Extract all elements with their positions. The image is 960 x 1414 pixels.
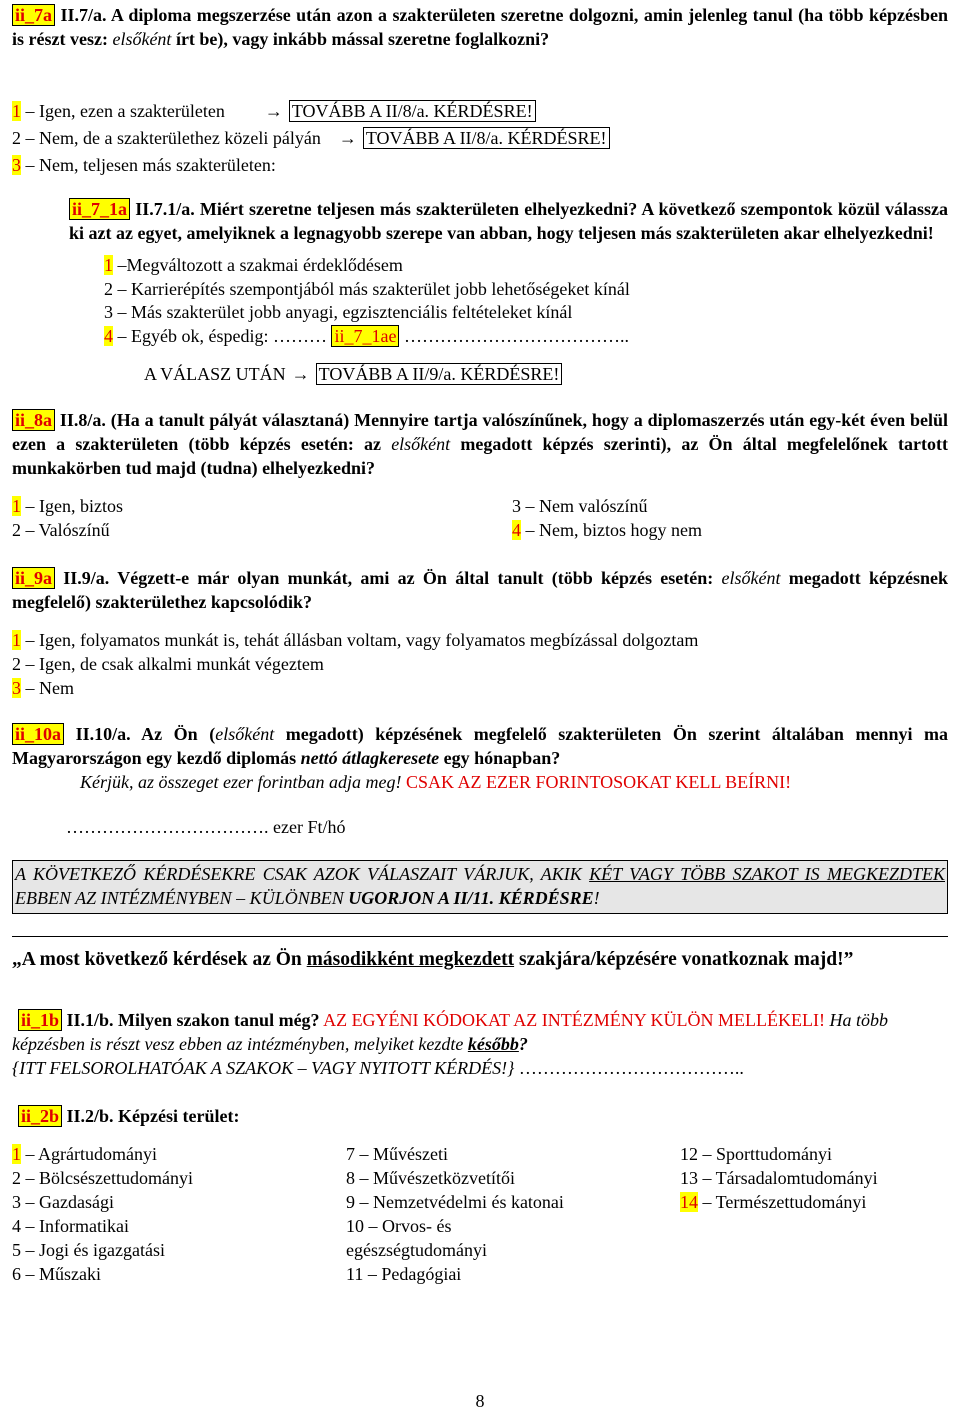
open-answer-code: ii_7_1ae (331, 325, 399, 347)
instruction-hint: Kérjük, az összeget ezer forintban adja meg! CSAK AZ EZER FORINTOSOKAT KELL BEÍRNI! (80, 771, 792, 792)
answer-option[interactable]: 2 – Nem, de a szakterülethez közeli pályán → TOVÁBB A II/8/a. KÉRDÉSRE! (12, 127, 948, 151)
question-7-1a: ii_7_1a II.7.1/a. Miért szeretne teljesen más szakterületen elhelyezkedni? A következő szempontok közül válassza ki azt az egyet, amelyiknek a legnagyobb szerepe van abban, hogy teljesen más szakterületen akar elhelyezkedni! 1 –Megváltozott a szakmai érdeklődésem 2 – Karrierépítés szempontjából más szakterület jobb lehetőségeket kínál 3 – Más szakterület jobb anyagi, egzisztenciális feltételeket kínál 4 – Egyéb ok, éspedig: ……… ii_7_1ae ……………………………….. A VÁLASZ UTÁN → TOVÁBB A II/9/a. KÉRDÉSRE! (69, 198, 948, 388)
questionnaire-page (12, 4, 949, 1411)
question-8a: ii_8a II.8/a. (Ha a tanult pályát választaná) Mennyire tartja valószínűnek, hogy a diplomaszerzés után egy-két éven belül ezen a szakterületen (több képzés esetén: az elsőként megadott képzés szerinti), az Ön által megfelelőnek tartott munkakörben tud majd (tudna) elhelyezkedni? (12, 410, 949, 479)
arrow-right-icon: → (338, 127, 357, 148)
question-1b: ii_1b II.1/b. Milyen szakon tanul még? AZ EGYÉNI KÓDOKAT AZ INTÉZMÉNY KÜLÖN MELLÉKELI! Ha több képzésben is részt vesz ebben az intézményben, melyiket kezdte később? (12, 1010, 888, 1055)
answer-option[interactable]: 5 – Jogi és igazgatási (12, 1239, 165, 1260)
field-options (12, 1143, 948, 1287)
question-code: ii_10a (12, 723, 64, 745)
answer-option[interactable]: 2 – Karrierépítés szempontjából más szakterület jobb lehetőségeket kínál (104, 278, 630, 299)
answer-option[interactable]: egészségtudományi (346, 1239, 487, 1260)
answer-option[interactable]: 6 – Műszaki (12, 1263, 101, 1284)
filter-notice: A KÖVETKEZŐ KÉRDÉSEKRE CSAK AZOK VÁLASZAIT VÁRJUK, AKIK KÉT VAGY TÖBB SZAKOT IS MEGKEZDTEK EBBEN AZ INTÉZMÉNYBEN – KÜLÖNBEN UGORJON A II/11. KÉRDÉSRE! (12, 860, 948, 914)
question-9a: ii_9a II.9/a. Végzett-e már olyan munkát, ami az Ön által tanult (több képzés esetén: elsőként megadott képzésnek megfelelő) szakterülethez kapcsolódik? (12, 567, 948, 612)
question-code: ii_7a (12, 4, 55, 26)
answer-option[interactable]: 4 – Egyéb ok, éspedig: ……… ii_7_1ae ……………………………….. (104, 326, 629, 347)
answer-option[interactable]: 3 – Nem, teljesen más szakterületen: (12, 154, 276, 175)
answer-option[interactable]: 1 – Igen, biztos (12, 496, 123, 517)
question-code: ii_9a (12, 567, 55, 589)
answer-option[interactable]: 2 – Bölcsészettudományi (12, 1167, 193, 1188)
arrow-right-icon: → (264, 100, 283, 121)
open-question-line[interactable]: {ITT FELSOROLHATÓAK A SZAKOK – VAGY NYITOTT KÉRDÉS!} ……………………………….. (12, 1058, 744, 1079)
page-number: 8 (475, 1391, 485, 1411)
answer-option[interactable]: 3 – Nem (12, 677, 74, 698)
question-code: ii_2b (18, 1105, 62, 1127)
answer-option[interactable]: 12 – Sporttudományi (680, 1143, 832, 1164)
question-7a: ii_7a II.7/a. A diploma megszerzése után azon a szakterületen szeretne dolgozni, amin jelenleg tanul (ha több képzésben is részt vesz: elsőként írt be), vagy inkább mással szeretne foglalkozni? (12, 5, 948, 49)
question-number: II.7/a. (60, 5, 107, 25)
answer-option[interactable]: 1 – Agrártudományi (12, 1143, 157, 1164)
question-code: ii_1b (18, 1009, 62, 1031)
answer-option[interactable]: 7 – Művészeti (346, 1143, 448, 1164)
answer-option[interactable]: 1 – Igen, folyamatos munkát is, tehát állásban voltam, vagy folyamatos megbízással dolgoztam (12, 629, 699, 650)
answer-option[interactable]: 10 – Orvos- és (346, 1215, 452, 1236)
skip-instruction: TOVÁBB A II/9/a. KÉRDÉSRE! (316, 363, 563, 385)
answer-option[interactable]: 13 – Társadalomtudományi (680, 1167, 878, 1188)
question-code: ii_8a (12, 409, 55, 431)
skip-instruction: TOVÁBB A II/8/a. KÉRDÉSRE! (363, 127, 610, 149)
answer-option[interactable]: 3 – Nem valószínű (512, 496, 648, 517)
answer-option[interactable]: 3 – Más szakterület jobb anyagi, egzisztenciális feltételeket kínál (104, 302, 573, 323)
answer-option[interactable]: 8 – Művészetközvetítői (346, 1167, 515, 1188)
answer-option[interactable]: 9 – Nemzetvédelmi és katonai (346, 1191, 564, 1212)
answer-option[interactable]: 11 – Pedagógiai (346, 1263, 462, 1284)
section-divider (12, 936, 948, 937)
question-10a: ii_10a II.10/a. Az Ön (elsőként megadott) képzésének megfelelő szakterületen Ön szerint általában mennyi ma Magyarországon egy kezdő diplomás nettó átlagkeresete egy hónapban? (12, 723, 948, 768)
arrow-right-icon: → (291, 364, 310, 385)
answer-option[interactable]: 14 – Természettudományi (680, 1191, 867, 1212)
answer-option[interactable]: 3 – Gazdasági (12, 1191, 114, 1212)
answer-option[interactable]: 1 –Megváltozott a szakmai érdeklődésem (104, 254, 403, 275)
answer-option[interactable]: 1 – Igen, ezen a szakterületen → TOVÁBB A II/8/a. KÉRDÉSRE! (12, 100, 948, 124)
amount-field[interactable]: ……………………………. ezer Ft/hó (66, 817, 346, 838)
after-answer-instruction: A VÁLASZ UTÁN → TOVÁBB A II/9/a. KÉRDÉSRE! (144, 363, 948, 387)
answer-option[interactable]: 4 – Informatikai (12, 1215, 129, 1236)
skip-instruction: TOVÁBB A II/8/a. KÉRDÉSRE! (289, 100, 536, 122)
answer-option[interactable]: 2 – Valószínű (12, 520, 110, 540)
answer-option[interactable]: 2 – Igen, de csak alkalmi munkát végeztem (12, 653, 324, 674)
question-code: ii_7_1a (69, 198, 130, 220)
question-2b: ii_2b II.2/b. Képzési terület: (12, 1105, 948, 1129)
section-heading: „A most következő kérdések az Ön másodikként megkezdett szakjára/képzésére vonatkoznak majd!” (12, 949, 854, 971)
answer-option[interactable]: 4 – Nem, biztos hogy nem (512, 520, 702, 540)
